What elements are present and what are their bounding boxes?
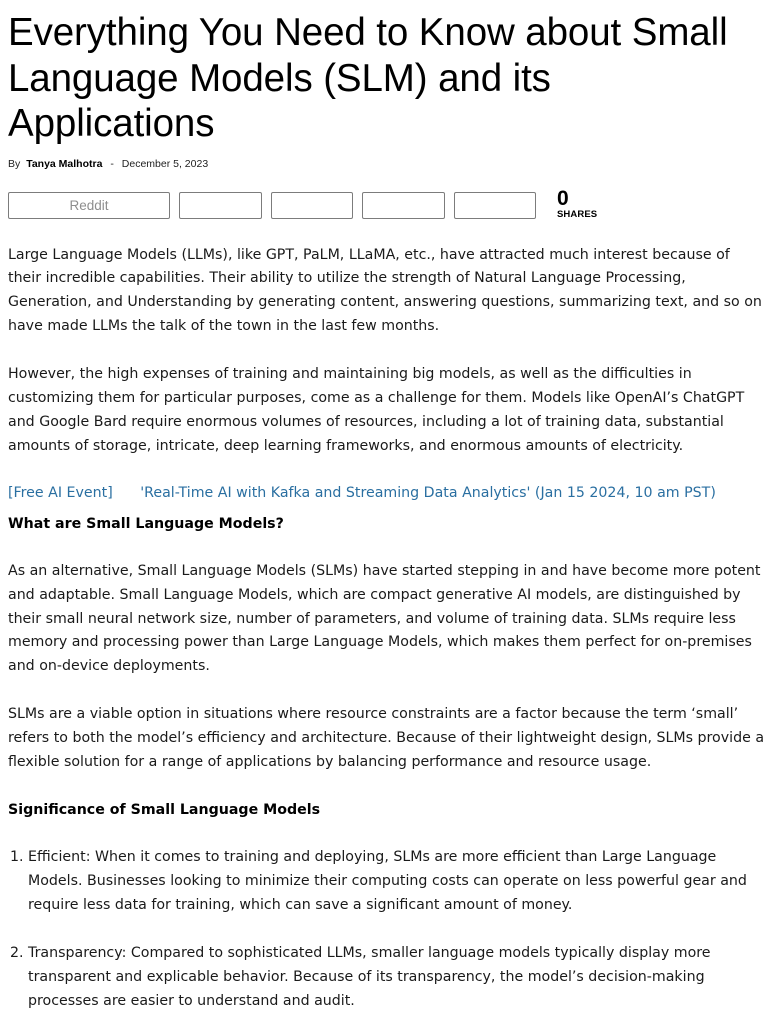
share-count-label: SHARES (557, 208, 598, 220)
section-body (8, 536, 764, 775)
event-title-link[interactable]: 'Real-Time AI with Kafka and Streaming Data Analytics' (Jan 15 2024, 10 am PST) (140, 484, 716, 501)
share-button-3[interactable] (271, 192, 353, 219)
list-item: 2. Transparency: Compared to sophisticated LLMs, smaller language models typically display more transparent and explicable behavior. Because of its transparency, the model’s decision-making processes are easier to understand and audit. (28, 942, 764, 1014)
byline (8, 157, 764, 171)
event-tag-link[interactable]: [Free AI Event] (8, 484, 113, 501)
section-heading: Significance of Small Language Models (8, 802, 321, 818)
paragraph: As an alternative, Small Language Models (SLMs) have started stepping in and have become more potent and adaptable. Small Language Models, which are compact generative AI models, are distinguished by their small neural network size, number of parameters, and volume of training data. SLMs require less memory and processing power than Large Language Models, which makes them perfect for on-premises and on-device deployments. (8, 562, 761, 675)
paragraph: However, the high expenses of training and maintaining big models, as well as the difficulties in customizing them for particular purposes, come as a challenge for them. Models like OpenAI’s ChatGPT and Google Bard require enormous volumes of resources, including a lot of training data, substantial amounts of storage, intricate, deep learning frameworks, and enormous amounts of electricity. (8, 366, 745, 454)
article (8, 0, 764, 1024)
section-heading: What are Small Language Models? (8, 515, 284, 532)
byline-separator: - (110, 157, 114, 170)
publish-date: December 5, 2023 (121, 157, 209, 170)
significance-list (8, 846, 764, 1013)
share-button-4[interactable] (362, 192, 445, 219)
share-count: 0 (557, 186, 569, 210)
paragraph: SLMs are a viable option in situations where resource constraints are a factor because the term ‘small’ refers to both the model’s efficiency and architecture. Because of their lightweight design, SLMs provide a flexible solution for a range of applications by balancing performance and resource usage. (8, 706, 765, 771)
paragraph: Large Language Models (LLMs), like GPT, PaLM, LLaMA, etc., have attracted much interest because of their incredible capabilities. Their ability to utilize the strength of Natural Language Processing, Generation, and Understanding by generating content, answering questions, summarizing text, and so on have made LLMs the talk of the town in the last few months. (8, 246, 762, 335)
share-button-2[interactable] (179, 192, 262, 219)
article-title: Everything You Need to Know about Small Language Models (SLM) and its Applications (8, 11, 728, 145)
share-bar (8, 186, 764, 222)
event-promo (8, 482, 764, 505)
list-item: 1. Efficient: When it comes to training and deploying, SLMs are more efficient than Large Language Models. Businesses looking to minimize their computing costs can operate on less powerful gear and require less data for training, which can save a significant amount of money. (28, 846, 764, 918)
share-button-5[interactable] (454, 192, 536, 219)
share-reddit-button[interactable]: Reddit (8, 192, 170, 219)
article-body (8, 244, 764, 459)
author-link[interactable]: Tanya Malhotra (26, 157, 103, 170)
byline-by: By (8, 157, 21, 170)
share-counter (557, 186, 598, 220)
